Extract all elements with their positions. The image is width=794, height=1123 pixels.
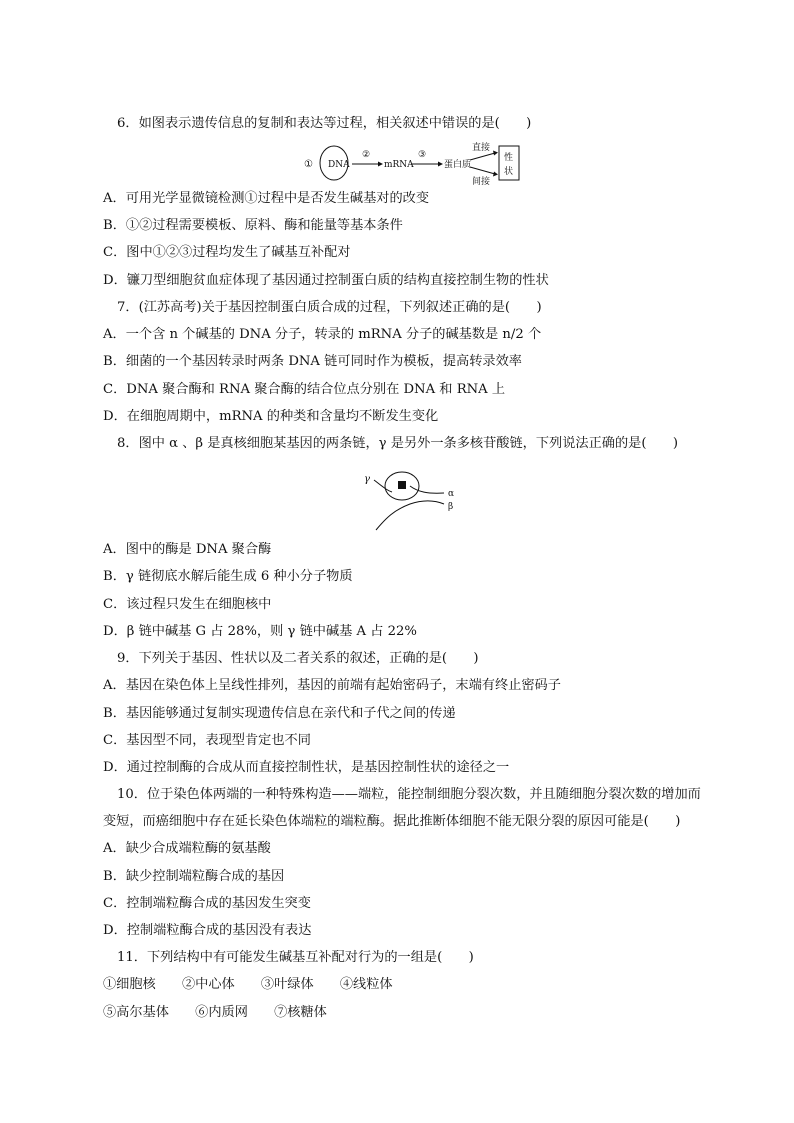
q11-items-row1 bbox=[103, 976, 415, 994]
q8-option-b: B．γ 链彻底水解后能生成 6 种小分子物质 bbox=[103, 569, 353, 584]
q8-option-a: A．图中的酶是 DNA 聚合酶 bbox=[103, 542, 272, 557]
q8-label-gamma: γ bbox=[364, 474, 370, 485]
q7-stem: 7．(江苏高考)关于基因控制蛋白质合成的过程，下列叙述正确的是( ) bbox=[117, 300, 542, 315]
q6-option-b: B．①②过程需要模板、原料、酶和能量等基本条件 bbox=[103, 218, 403, 233]
q8-option-c: C．该过程只发生在细胞核中 bbox=[103, 597, 272, 612]
q10-option-b: B．缺少控制端粒酶合成的基因 bbox=[103, 869, 285, 884]
q8-stem: 8．图中 α 、β 是真核细胞某基因的两条链，γ 是另外一条多核苷酸链，下列说法正确的是( ) bbox=[117, 436, 678, 451]
q6-label-trait1: 性 bbox=[504, 153, 514, 163]
q8-option-d: D．β 链中碱基 G 占 28%，则 γ 链中碱基 A 占 22% bbox=[103, 624, 417, 639]
q9-option-a: A．基因在染色体上呈线性排列，基因的前端有起始密码子，末端有终止密码子 bbox=[103, 678, 561, 693]
q10-option-d: D．控制端粒酶合成的基因没有表达 bbox=[103, 923, 312, 938]
q6-option-a: A．可用光学显微镜检测①过程中是否发生碱基对的改变 bbox=[103, 191, 430, 206]
q8-figure bbox=[360, 466, 470, 536]
q6-label-1: ① bbox=[304, 159, 313, 170]
q7-option-b: B．细菌的一个基因转录时两条 DNA 链可同时作为模板，提高转录效率 bbox=[103, 354, 522, 369]
q10-stem-line1: 10．位于染色体两端的一种特殊构造——端粒，能控制细胞分裂次数，并且随细胞分裂次数的增加而 bbox=[117, 787, 701, 802]
q11-item: ④线粒体 bbox=[339, 977, 393, 992]
q9-option-d: D．通过控制酶的合成从而直接控制性状，是基因控制性状的途径之一 bbox=[103, 760, 510, 775]
q8-label-beta: β bbox=[448, 502, 454, 512]
q11-item: ⑦核糖体 bbox=[274, 1005, 327, 1020]
q6-figure bbox=[300, 140, 530, 186]
q11-item: ⑥内质网 bbox=[195, 1005, 248, 1020]
q11-item: ①细胞核 bbox=[103, 977, 156, 992]
q6-label-3: ③ bbox=[418, 150, 427, 160]
q6-option-c: C．图中①②③过程均发生了碱基互补配对 bbox=[103, 245, 351, 260]
q8-diagram bbox=[360, 466, 470, 536]
q11-item: ⑤高尔基体 bbox=[103, 1005, 169, 1020]
q6-option-d: D．镰刀型细胞贫血症体现了基因通过控制蛋白质的结构直接控制生物的性状 bbox=[103, 273, 549, 288]
q6-diagram bbox=[300, 140, 530, 186]
q6-label-protein: 蛋白质 bbox=[444, 160, 472, 170]
q11-item: ③叶绿体 bbox=[260, 977, 314, 992]
enzyme-marker bbox=[398, 481, 406, 489]
q11-stem: 11．下列结构中有可能发生碱基互补配对行为的一组是( ) bbox=[117, 950, 474, 965]
q7-option-c: C．DNA 聚合酶和 RNA 聚合酶的结合位点分别在 DNA 和 RNA 上 bbox=[103, 382, 506, 397]
q6-label-dna: DNA bbox=[328, 160, 350, 170]
q6-label-trait2: 状 bbox=[504, 167, 514, 177]
q8-label-alpha: α bbox=[448, 489, 455, 499]
q9-stem: 9．下列关于基因、性状以及二者关系的叙述，正确的是( ) bbox=[117, 651, 479, 666]
q9-option-c: C．基因型不同，表现型肯定也不同 bbox=[103, 733, 311, 748]
q7-option-a: A．一个含 n 个碱基的 DNA 分子，转录的 mRNA 分子的碱基数是 n/2 个 bbox=[103, 327, 542, 342]
q10-option-a: A．缺少合成端粒酶的氨基酸 bbox=[103, 841, 271, 856]
q9-option-b: B．基因能够通过复制实现遗传信息在亲代和子代之间的传递 bbox=[103, 706, 456, 721]
q6-label-2: ② bbox=[362, 150, 371, 160]
q10-stem-line2: 变短，而癌细胞中存在延长染色体端粒的端粒酶。据此推断体细胞不能无限分裂的原因可能是( ) bbox=[103, 814, 681, 829]
q6-label-indirect: 间接 bbox=[472, 177, 491, 186]
q6-label-mrna: mRNA bbox=[384, 160, 414, 170]
q6-label-direct: 直接 bbox=[472, 143, 491, 153]
q11-item: ②中心体 bbox=[181, 977, 235, 992]
q11-items-row2 bbox=[103, 1004, 349, 1022]
q10-option-c: C．控制端粒酶合成的基因发生突变 bbox=[103, 896, 311, 911]
q7-option-d: D．在细胞周期中，mRNA 的种类和含量均不断发生变化 bbox=[103, 409, 439, 424]
q6-stem: 6．如图表示遗传信息的复制和表达等过程，相关叙述中错误的是( ) bbox=[117, 116, 532, 131]
